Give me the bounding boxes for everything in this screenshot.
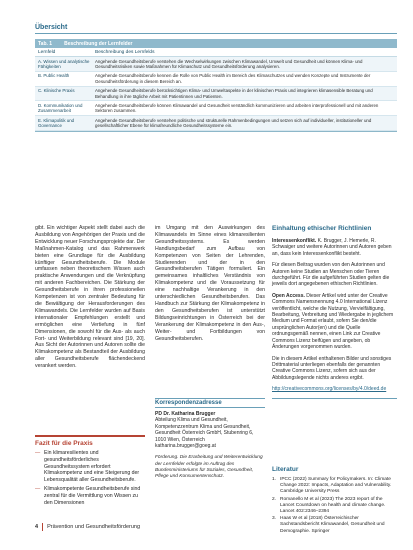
table-number: Tab. 1 bbox=[38, 40, 53, 47]
coi-label: Interessenkonflikt. bbox=[272, 238, 317, 244]
correspondence-heading: Korrespondenzadresse bbox=[155, 398, 265, 408]
correspondence-name: PD Dr. Katharina Brugger bbox=[155, 411, 216, 417]
correspondence-address: Abteilung Klima und Gesundheit, Kompetenzzentrum Klima und Gesundheit, Gesundheit Österreich GmbH, Stubenring 6, 1010 Wien, Österreich bbox=[155, 417, 254, 443]
oa-text: Dieser Artikel wird unter der Creative Commons Namensnennung 4.0 International Lizenz veröffentlicht, welche die Nutzung, Vervielfältigung, Bearbeitung, Verbreitung und Wiedergabe in jeglichem Medium und Format erlaubt, sofern Sie den/die ursprünglichen Autor(en) und die Quelle ordnungsgemäß nennen, einen Link zur Creative Commons Lizenz beifügen und angeben, ob Änderungen vorgenommen wurden. bbox=[272, 292, 394, 351]
fazit-box bbox=[35, 435, 145, 508]
table-caption: Beschreibung der Lernfelder bbox=[64, 40, 133, 47]
fazit-list bbox=[35, 450, 145, 506]
page-footer bbox=[35, 523, 140, 531]
literature-number: 2. bbox=[272, 496, 277, 502]
license-link[interactable]: http://creativecommons.org/licenses/by/4.0/deed.de bbox=[272, 386, 387, 393]
table-row bbox=[35, 72, 397, 87]
row-description: Angehende Gesundheitsberufe berücksichtigen Klima- und Umweltaspekte in der klinischen Praxis und integrieren klimasensible Beratung und Behandlung in ihre tägliche Arbeit mit Patientinnen und Patienten. bbox=[95, 88, 373, 99]
open-access bbox=[272, 293, 397, 351]
conflict-of-interest bbox=[272, 238, 397, 257]
table-row bbox=[35, 116, 397, 131]
table-title bbox=[35, 39, 397, 48]
row-description: Angehende Gesundheitsberufe können Klimawandel und Gesundheit verständlich kommunizieren und arbeiten interprofessionell und mit anderen Sektoren zusammen. bbox=[95, 102, 379, 114]
row-name: D. Kommunikation und Zusammenarbeit bbox=[38, 102, 83, 114]
row-name: B. Public Health bbox=[38, 73, 70, 79]
correspondence-email[interactable]: katharina.brugger@goeg.at bbox=[155, 443, 216, 450]
literature-list bbox=[272, 477, 397, 535]
literature-text: Haas W et al (2018) Österreichischer Sachstandsbericht Klimawandel, Gesundheit und Demographie. Springer bbox=[280, 516, 385, 534]
fazit-heading: Fazit für die Praxis bbox=[35, 440, 93, 447]
literature-item bbox=[272, 516, 397, 535]
literature-section bbox=[272, 466, 397, 536]
body-paragraph: gibt. Ein wichtiger Aspekt stellt dabei auch die Ausbildung von Angehörigen der Praxis und die Entwicklung neuer Forschungsprojekte dar. Der Maßnahmen-Katalog und das Rahmenwerk bieten eine Grundlage für die Ausbildung künftiger Gesundheitsberufe. Die Module umfassen neben theoretischem Wissen auch praktische Anwendungen und die Verknüpfung mit anderen Fachbereichen. Die Stärkung der Gesundheitsberufe in ihren professionellen Kompetenzen ist von zentraler Bedeutung für die Bewältigung der Herausforderungen des Klimawandels. Die Lernfelder wurden auf Basis internationaler Empfehlungen erstellt und ermöglichen eine Vertiefung in fünf Dimensionen, die sowohl für die Aus- als auch Fort- und Weiterbildung relevant sind [19, 20]. Aus Sicht der Autorinnen und Autoren sollte die Klimakompetenz als Bestandteil der Ausbildung aller Gesundheitsberufe flächendeckend verankert werden. bbox=[35, 225, 145, 370]
oa-label: Open Access. bbox=[272, 292, 305, 299]
table-body bbox=[35, 57, 397, 131]
fazit-item: — Ein klimaresilientes und gesundheitsförderliches Gesundheitssystem erfordert Klimakompetenz und eine Steigerung der Lebensqualität aller Gesundheitsberufe. bbox=[35, 450, 145, 484]
oa-third-party: Die in diesem Artikel enthaltenen Bilder und sonstiges Drittmaterial unterliegen ebenfalls der genannten Creative Commons Lizenz, sofern sich aus der Abbildungslegende nichts anderes ergibt. bbox=[272, 355, 392, 381]
lernfelder-table bbox=[35, 39, 397, 132]
section-header bbox=[35, 24, 397, 34]
funding-note: Förderung. Die Erarbeitung und Weiterentwicklung der Lernfelder erfolgte im Auftrag des Bundesministeriums für Soziales, Gesundheit, Pflege und Konsumentenschutz. bbox=[155, 455, 263, 480]
page-number: 4 bbox=[35, 524, 39, 530]
coi-text: K. Brugger, J. Hemerle, R. Schwaiger und weitere Autorinnen und Autoren geben an, dass kein Interessenkonflikt besteht. bbox=[272, 238, 392, 257]
row-description: Angehende Gesundheitsberufe verstehen die Wechselwirkungen zwischen Klimawandel, Umwelt und Gesundheit und können Klima- und Gesundheitsrisiken sowie Maßnahmen für Klimaschutz und Gesundheitsförderung analysieren. bbox=[95, 58, 363, 69]
footer-divider bbox=[42, 523, 43, 531]
study-statement: Für diesen Beitrag wurden von den Autorinnen und Autoren keine Studien an Menschen oder Tieren durchgeführt. Für die aufgeführten Studien gelten die jeweils dort angegebenen ethischen Richtlinien. bbox=[272, 262, 390, 288]
fazit-item: — Klimakompetente Gesundheitsberufe sind zentral für die Vermittlung von Wissen zu den Dimensionen bbox=[35, 486, 145, 506]
table-row bbox=[35, 87, 397, 102]
section-label: Übersicht bbox=[35, 24, 68, 31]
table-column-headers bbox=[35, 48, 397, 57]
column-header-beschreibung: Beschreibung des Lernfelds bbox=[95, 49, 155, 55]
ethics-heading: Einhaltung ethischer Richtlinien bbox=[272, 225, 372, 232]
divider bbox=[272, 398, 397, 399]
row-name: A. Wissen und analytische Fähigkeiten bbox=[38, 58, 90, 69]
journal-name: Prävention und Gesundheitsförderung bbox=[47, 524, 141, 530]
literature-number: 1. bbox=[272, 477, 277, 482]
literature-text: Romanello M et al (2023) The 2023 report of the Lancet Countdown on health and climate change. Lancet 402:2346–2394 bbox=[280, 496, 386, 515]
literature-heading: Literatur bbox=[272, 466, 299, 473]
body-column-middle bbox=[155, 225, 265, 393]
column-header-lernfeld: Lernfeld bbox=[38, 49, 56, 55]
table-row bbox=[35, 57, 397, 72]
ethics-section bbox=[272, 225, 397, 399]
row-name: C. Klinische Praxis bbox=[38, 88, 75, 94]
correspondence-box bbox=[155, 398, 265, 481]
table-row bbox=[35, 101, 397, 116]
literature-item bbox=[272, 497, 397, 516]
body-column-left bbox=[35, 225, 145, 430]
body-paragraph: im Umgang mit den Auswirkungen des Klimawandels im Sinne eines klimaresilienten Gesundheitssystems. Es werden Handlungsbedarf zum Aufbau von Kompetenzen von Seiten der Lehrenden, Studierenden und der in den Gesundheitsberufen Tätigen formuliert. Ein gemeinsames inhaltliches Verständnis von Klimakompetenz und die Voraussetzung für eine nachhaltige Verankerung in den unterschiedlichen Gesundheitsberufen. Das Handbuch zur Stärkung der Klimakompetenz in den Gesundheitsberufen ist unterstützt Bildungseinrichtungen in Österreich bei der Verankerung der Klimakompetenz in den Aus-, Weiter- und Fortbildungen von Gesundheitsberufen. bbox=[155, 225, 265, 342]
literature-item bbox=[272, 477, 397, 496]
literature-number: 3. bbox=[272, 516, 277, 522]
literature-text: IPCC (2022) Summary for Policymakers. In: Climate Change 2022: Impacts, Adaptation and Vulnerability. Cambridge University Press bbox=[280, 477, 392, 495]
row-description: Angehende Gesundheitsberufe verstehen politische und strukturelle Rahmenbedingungen und setzen sich auf individueller, institutioneller und gesellschaftlicher Ebene für klimafreundliche Gesundheitssysteme ein. bbox=[95, 117, 372, 129]
row-name: E. Klimapolitik und Governance bbox=[38, 117, 75, 129]
row-description: Angehende Gesundheitsberufe kennen die Rolle von Public Health im Bereich des Klimaschutzes und wenden Konzepte und Instrumente der Gesundheitsförderung in diesem Bereich an. bbox=[95, 73, 371, 84]
